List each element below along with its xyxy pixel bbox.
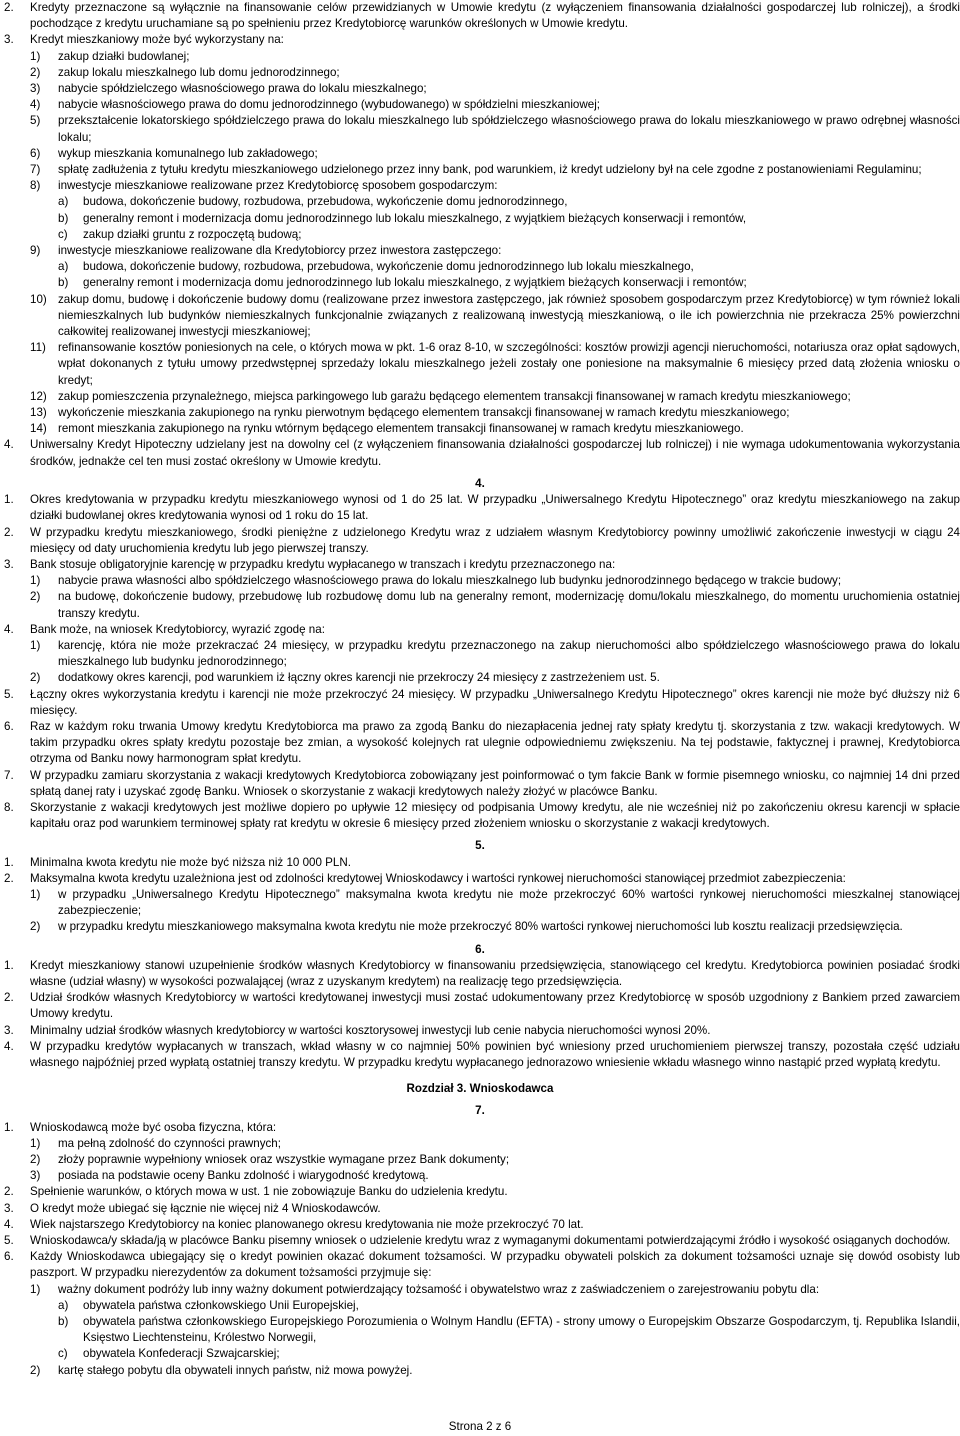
item-number: 13) — [30, 406, 47, 420]
list-item — [0, 97, 960, 113]
paragraph — [0, 32, 960, 48]
item-number: c) — [58, 227, 68, 241]
item-number: 2) — [30, 1363, 41, 1377]
item-text: nabycie własnościowego prawa do domu jednorodzinnego (wybudowanego) w spółdzielni mieszkaniowej; — [58, 98, 600, 112]
item-text: Wiek najstarszego Kredytobiorcy na koniec planowanego okresu kredytowania nie może przekroczyć 70 lat. — [30, 1217, 584, 1231]
item-number: 11) — [30, 341, 46, 355]
item-number: 3. — [4, 1023, 14, 1037]
sub-list-item — [0, 275, 960, 291]
item-number: 1) — [30, 49, 41, 63]
item-number: 3) — [30, 1169, 41, 1183]
item-text: złoży poprawnie wypełniony wniosek oraz wszystkie wymagane przez Bank dokumenty; — [58, 1153, 510, 1167]
item-text: inwestycje mieszkaniowe realizowane przez Kredytobiorcę sposobem gospodarczym: — [58, 179, 498, 193]
item-number: 3. — [4, 557, 14, 571]
item-text: obywatela Konfederacji Szwajcarskiej; — [83, 1347, 280, 1361]
list-item — [0, 340, 960, 389]
paragraph — [0, 1120, 960, 1136]
item-text: nabycie prawa własności albo spółdzielczego własnościowego prawa do lokalu mieszkalnego lub budynku jednorodzinnego będącego w trakcie budowy; — [58, 574, 842, 588]
item-number: 1. — [4, 958, 14, 972]
item-number: 2) — [30, 671, 41, 685]
item-text: generalny remont i modernizacja domu jednorodzinnego lub lokalu mieszkalnego, z wyjątkiem bieżących konserwacji i remontów, — [83, 211, 747, 225]
item-text: O kredyt może ubiegać się łącznie nie więcej niż 4 Wnioskodawców. — [30, 1201, 381, 1215]
item-number: 1) — [30, 887, 41, 901]
list-item — [0, 81, 960, 97]
item-text: spłatę zadłużenia z tytułu kredytu mieszkaniowego udzielonego przez inny bank, pod warunkiem, iż kredyt udzielony był na cele zgodne z postanowieniami Regulaminu; — [58, 163, 922, 177]
item-number: 6) — [30, 146, 41, 160]
item-text: Bank stosuje obligatoryjnie karencję w przypadku kredytu wypłacanego w transzach i kredytu przeznaczonego na: — [30, 557, 616, 571]
item-text: zakup pomieszczenia przynależnego, miejsca parkingowego lub garażu będącego elementem transakcji finansowanej w ramach kredytu mieszkaniowego; — [58, 389, 851, 403]
item-number: 10) — [30, 292, 47, 306]
item-number: 6. — [4, 1250, 14, 1264]
item-text: generalny remont i modernizacja domu jednorodzinnego lub lokalu mieszkalnego, z wyjątkiem bieżących konserwacji i remontów; — [83, 276, 747, 290]
item-number: 5. — [4, 687, 14, 701]
paragraph — [0, 719, 960, 768]
sub-list-item — [0, 1346, 960, 1362]
item-text: budowa, dokończenie budowy, rozbudowa, przebudowa, wykończenie domu jednorodzinnego lub lokalu mieszkalnego, — [83, 260, 694, 274]
item-number: 3. — [4, 1201, 14, 1215]
paragraph — [0, 0, 960, 32]
sub-list-item — [0, 259, 960, 275]
item-text: zakup działki budowlanej; — [58, 49, 190, 63]
list-item — [0, 919, 960, 935]
paragraph — [0, 557, 960, 573]
paragraph — [0, 1249, 960, 1281]
item-number: a) — [58, 195, 69, 209]
item-text: Wnioskodawca/y składa/ją w placówce Banku pisemny wniosek o udzielenie kredytu wraz z wymaganymi dokumentami potwierdzającymi źródło i wysokość osiąganych dochodów. — [30, 1234, 951, 1248]
list-item — [0, 589, 960, 621]
item-number: 2. — [4, 525, 14, 539]
list-item — [0, 243, 960, 259]
list-item — [0, 421, 960, 437]
item-number: 4. — [4, 438, 14, 452]
list-item — [0, 146, 960, 162]
item-text: zakup działki gruntu z rozpoczętą budową; — [83, 227, 302, 241]
item-text: Minimalny udział środków własnych kredytobiorcy w wartości kosztorysowej inwestycji lub cenie nabycia nieruchomości wynosi 20%. — [30, 1023, 711, 1037]
item-text: Maksymalna kwota kredytu uzależniona jest od zdolności kredytowej Wnioskodawcy i wartości rynkowej nieruchomości stanowiącej przedmiot zabezpieczenia: — [30, 871, 846, 885]
paragraph — [0, 687, 960, 719]
item-number: 2. — [4, 991, 14, 1005]
item-text: przekształcenie lokatorskiego spółdzielczego prawa do lokalu mieszkalnego lub spółdzielczego własnościowego prawa do lokalu mieszkaniowego w prawo odrębnej własności lokalu; — [58, 114, 960, 144]
chapter-heading: Rozdział 3. Wnioskodawca — [406, 1082, 554, 1096]
item-number: 1) — [30, 1136, 41, 1150]
item-number: 8. — [4, 800, 14, 814]
list-item — [0, 389, 960, 405]
item-number: 3) — [30, 82, 41, 96]
item-text: inwestycje mieszkaniowe realizowane dla Kredytobiorcy przez inwestora zastępczego: — [58, 244, 502, 258]
item-number: 1. — [4, 493, 14, 507]
section-heading: 6. — [475, 942, 485, 956]
item-text: wykup mieszkania komunalnego lub zakładowego; — [58, 146, 318, 160]
list-item — [0, 49, 960, 65]
item-text: Kredyt mieszkaniowy może być wykorzystany na: — [30, 33, 284, 47]
item-text: obywatela państwa członkowskiego Europejskiego Porozumienia o Wolnym Handlu (EFTA) - strony umowy o Europejskim Obszarze Gospodarczym, tj. Republika Islandii, Księstwo Liechtensteinu, Królestwo Norwegii, — [83, 1315, 960, 1345]
sub-list-item — [0, 227, 960, 243]
item-text: Okres kredytowania w przypadku kredytu mieszkaniowego wynosi od 1 do 25 lat. W przypadku „Uniwersalnego Kredytu Hipotecznego” oraz kredytu mieszkaniowego na zakup działki budowlanej okres kredytowania wynosi od 1 roku do 15 lat. — [30, 493, 960, 523]
item-number: 7. — [4, 768, 14, 782]
paragraph — [0, 1233, 960, 1249]
list-item — [0, 292, 960, 341]
list-item — [0, 573, 960, 589]
item-number: 9) — [30, 244, 41, 258]
item-number: b) — [58, 1315, 69, 1329]
sub-list-item — [0, 1314, 960, 1346]
paragraph — [0, 525, 960, 557]
item-number: 8) — [30, 179, 41, 193]
paragraph — [0, 1023, 960, 1039]
item-number: 2. — [4, 1185, 14, 1199]
sub-list-item — [0, 1298, 960, 1314]
item-text: wykończenie mieszkania zakupionego na rynku pierwotnym będącego elementem transakcji finansowanej w ramach kredytu mieszkaniowego; — [58, 406, 790, 420]
item-number: 5. — [4, 1234, 14, 1248]
list-item — [0, 1152, 960, 1168]
item-number: 1) — [30, 1282, 41, 1296]
paragraph — [0, 871, 960, 887]
item-text: Bank może, na wniosek Kredytobiorcy, wyrazić zgodę na: — [30, 622, 325, 636]
item-number: b) — [58, 276, 69, 290]
list-item — [0, 887, 960, 919]
item-number: 1. — [4, 1120, 14, 1134]
item-text: Minimalna kwota kredytu nie może być niższa niż 10 000 PLN. — [30, 855, 351, 869]
item-number: 6. — [4, 719, 14, 733]
item-text: Skorzystanie z wakacji kredytowych jest możliwe dopiero po upływie 12 miesięcy od podpisania Umowy kredytu, ale nie wcześniej niż po zakończeniu okresu karencji w spłacie kapitału oraz pod warunkiem terminowej spłaty rat kredytu w okresie 6 miesięcy przed złożeniem wniosku o skorzystanie z wakacji kredytowych. — [30, 800, 960, 831]
item-number: 4. — [4, 1039, 14, 1053]
item-number: 2) — [30, 920, 41, 934]
item-text: W przypadku kredytów wypłacanych w transzach, wkład własny w co najmniej 50% powinien być wniesiony przed uruchomieniem pierwszej transzy, pozostała część udziału własnego najpóźniej przed wypłatą ostatniej transzy kredytu. W przypadku kredytu wypłacanego jednorazowo wniesienie wkładu własnego winno nastąpić przed wypłatą kredytu. — [30, 1039, 960, 1069]
item-text: W przypadku zamiaru skorzystania z wakacji kredytowych Kredytobiorca zobowiązany jest poinformować o tym fakcie Bank w formie pisemnego wniosku, co najmniej 14 dni przed spłatą danej raty i uzyskać zgodę Banku. Wniosek o skorzystanie z wakacji kredytowych należy złożyć w placówce Banku. — [30, 768, 960, 798]
page-footer: Strona 2 z 6 — [448, 1420, 512, 1433]
paragraph — [0, 855, 960, 871]
list-item — [0, 162, 960, 178]
paragraph — [0, 768, 960, 800]
list-item — [0, 1136, 960, 1152]
item-text: dodatkowy okres karencji, pod warunkiem iż łączny okres karencji nie przekroczy 24 miesięcy z zastrzeżeniem ust. 5. — [58, 671, 660, 685]
item-text: zakup domu, budowę i dokończenie budowy domu (realizowane przez inwestora zastępczego, jak również sposobem gospodarczym przez Kredytobiorcę) w tym również lokali niemieszkalnych lub budynków niemieszkalnych funkcjonalnie związanych z realizowaną inwestycją mieszkaniową, o ile ich powierzchnia nie przekracza 25% powierzchni całkowitej realizowanej inwestycji mieszkaniowej; — [58, 292, 960, 339]
item-text: Raz w każdym roku trwania Umowy kredytu Kredytobiorca ma prawo za zgodą Banku do niezapłacenia jednej raty spłaty kredytu tj. skorzystania z tzw. wakacji kredytowych. W takim przypadku okres spłaty kredytu pozostaje bez zmian, a wysokość kolejnych rat ulegnie odpowiedniemu zwiększeniu. Na tej podstawie, faktycznej i prawnej, Kredytobiorca otrzyma od Banku nowy harmonogram spłat kredytu. — [30, 719, 960, 766]
paragraph — [0, 1201, 960, 1217]
item-text: Kredyt mieszkaniowy stanowi uzupełnienie środków własnych Kredytobiorcy w finansowaniu przedsięwzięcia, stanowiącego cel kredytu. Kredytobiorca powinien posiadać środki własne (udział własny) w wysokości pozwalającej (wraz z uzyskanym kredytem) na realizację tego przedsięwzięcia. — [30, 958, 960, 988]
item-text: refinansowanie kosztów poniesionych na cele, o których mowa w pkt. 1-6 oraz 8-10, w szczególności: kosztów prowizji agencji nieruchomości, notariusza oraz opłat sądowych, wpłat dokonanych z tytułu umowy przedwstępnej sprzedaży lokalu mieszkalnego jeżeli zostały one poniesione na maksymalnie 6 miesięcy przed datą złożenia wniosku o kredyt; — [58, 341, 960, 387]
item-text: W przypadku kredytu mieszkaniowego, środki pieniężne z udzielonego Kredytu wraz z udziałem własnym Kredytobiorcy powinny umożliwić zakończenie inwestycji w ciągu 24 miesięcy od daty uruchomienia kredytu lub jego pierwszej transzy. — [30, 525, 960, 555]
list-item — [0, 178, 960, 194]
item-text: w przypadku kredytu mieszkaniowego maksymalna kwota kredytu nie może przekroczyć 80% wartości rynkowej nieruchomości lub kosztu realizacji przedsięwzięcia. — [58, 920, 903, 934]
item-number: 1) — [30, 574, 41, 588]
paragraph — [0, 1039, 960, 1071]
paragraph — [0, 622, 960, 638]
sub-list-item — [0, 211, 960, 227]
list-item — [0, 670, 960, 686]
list-item — [0, 113, 960, 145]
item-number: 2) — [30, 65, 41, 79]
item-text: Spełnienie warunków, o których mowa w ust. 1 nie zobowiązuje Banku do udzielenia kredytu. — [30, 1185, 508, 1199]
item-number: 4. — [4, 622, 14, 636]
item-number: 7) — [30, 163, 41, 177]
item-text: posiada na podstawie oceny Banku zdolność i wiarygodność kredytową. — [58, 1169, 429, 1183]
item-text: Każdy Wnioskodawca ubiegający się o kredyt powinien okazać dokument tożsamości. W przypadku obywateli polskich za dokument tożsamości uznaje się dowód osobisty lub paszport. W przypadku nierezydentów za dokument tożsamości przyjmuje się: — [30, 1250, 960, 1280]
item-text: Kredyty przeznaczone są wyłącznie na finansowanie celów przewidzianych w Umowie kredytu (z wyłączeniem finansowania działalności gospodarczej lub rolniczej), a środki pochodzące z kredytu uruchamiane są po spełnieniu przez Kredytobiorcę warunków określonych w Umowie kredytu. — [30, 1, 960, 31]
item-text: remont mieszkania zakupionego na rynku wtórnym będącego elementem transakcji finansowanej w ramach kredytu mieszkaniowego. — [58, 422, 744, 436]
item-number: 14) — [30, 422, 47, 436]
item-number: 2. — [4, 1, 14, 14]
list-item — [0, 65, 960, 81]
item-text: nabycie spółdzielczego własnościowego prawa do lokalu mieszkalnego; — [58, 82, 427, 96]
item-text: Wnioskodawcą może być osoba fizyczna, która: — [30, 1120, 277, 1134]
section-heading: 4. — [475, 476, 485, 490]
item-number: a) — [58, 1298, 69, 1312]
list-item — [0, 638, 960, 670]
paragraph — [0, 437, 960, 469]
paragraph — [0, 1184, 960, 1200]
item-number: 1) — [30, 638, 41, 652]
item-text: ważny dokument podróży lub inny ważny dokument potwierdzający tożsamość i obywatelstwo wraz z zaświadczeniem o zarejestrowaniu pobytu dla: — [58, 1282, 820, 1296]
item-text: Łączny okres wykorzystania kredytu i karencji nie może przekroczyć 24 miesięcy. W przypadku „Uniwersalnego Kredytu Hipotecznego” okres karencji nie może być dłuższy niż 6 miesięcy. — [30, 687, 960, 717]
item-number: 5) — [30, 114, 41, 128]
sub-list-item — [0, 194, 960, 210]
list-item — [0, 1363, 960, 1379]
item-number: c) — [58, 1347, 68, 1361]
list-item — [0, 1282, 960, 1298]
item-text: kartę stałego pobytu dla obywateli innych państw, niż mowa powyżej. — [58, 1363, 413, 1377]
item-text: na budowę, dokończenie budowy, przebudowę lub rozbudowę domu lub na generalny remont, modernizację domu/lokalu mieszkalnego, do momentu uruchomienia ostatniej transzy kredytu. — [58, 590, 960, 620]
paragraph — [0, 492, 960, 524]
item-text: karencję, która nie może przekraczać 24 miesięcy, w przypadku kredytu przeznaczonego na zakup nieruchomości albo spółdzielczego własnościowego prawa do lokalu mieszkalnego lub budynku jednorodzinnego; — [58, 638, 960, 669]
list-item — [0, 1168, 960, 1184]
section-heading: 7. — [475, 1104, 485, 1118]
item-number: 3. — [4, 33, 14, 47]
item-number: 2) — [30, 590, 41, 604]
item-number: 1. — [4, 855, 14, 869]
item-text: zakup lokalu mieszkalnego lub domu jednorodzinnego; — [58, 65, 340, 79]
item-number: 4. — [4, 1217, 14, 1231]
item-text: w przypadku „Uniwersalnego Kredytu Hipotecznego” maksymalna kwota kredytu nie może przekroczyć 60% wartości rynkowej nieruchomości mieszkalnej stanowiącej zabezpieczenie; — [58, 887, 960, 918]
item-text: ma pełną zdolność do czynności prawnych; — [58, 1136, 281, 1150]
item-number: 4) — [30, 98, 41, 112]
item-number: b) — [58, 211, 69, 225]
item-text: budowa, dokończenie budowy, rozbudowa, przebudowa, wykończenie domu jednorodzinnego, — [83, 195, 568, 209]
paragraph — [0, 800, 960, 832]
item-number: 2) — [30, 1153, 41, 1167]
item-text: Uniwersalny Kredyt Hipoteczny udzielany jest na dowolny cel (z wyłączeniem finansowania działalności gospodarczej lub rolniczej) i nie wymaga udokumentowania wykorzystania środków, jednakże cel ten musi zostać określony w Umowie kredytu. — [30, 438, 960, 468]
item-number: 2. — [4, 871, 14, 885]
item-number: 12) — [30, 389, 47, 403]
paragraph — [0, 958, 960, 990]
paragraph — [0, 990, 960, 1022]
paragraph — [0, 1217, 960, 1233]
item-text: Udział środków własnych Kredytobiorcy w wartości kredytowanej inwestycji musi zostać udokumentowany przez Kredytobiorcę w sposób uzgodniony z Bankiem przed zawarciem Umowy kredytu. — [30, 991, 960, 1021]
list-item — [0, 405, 960, 421]
item-text: obywatela państwa członkowskiego Unii Europejskiej, — [83, 1298, 359, 1312]
section-heading: 5. — [475, 839, 485, 853]
item-number: a) — [58, 260, 69, 274]
